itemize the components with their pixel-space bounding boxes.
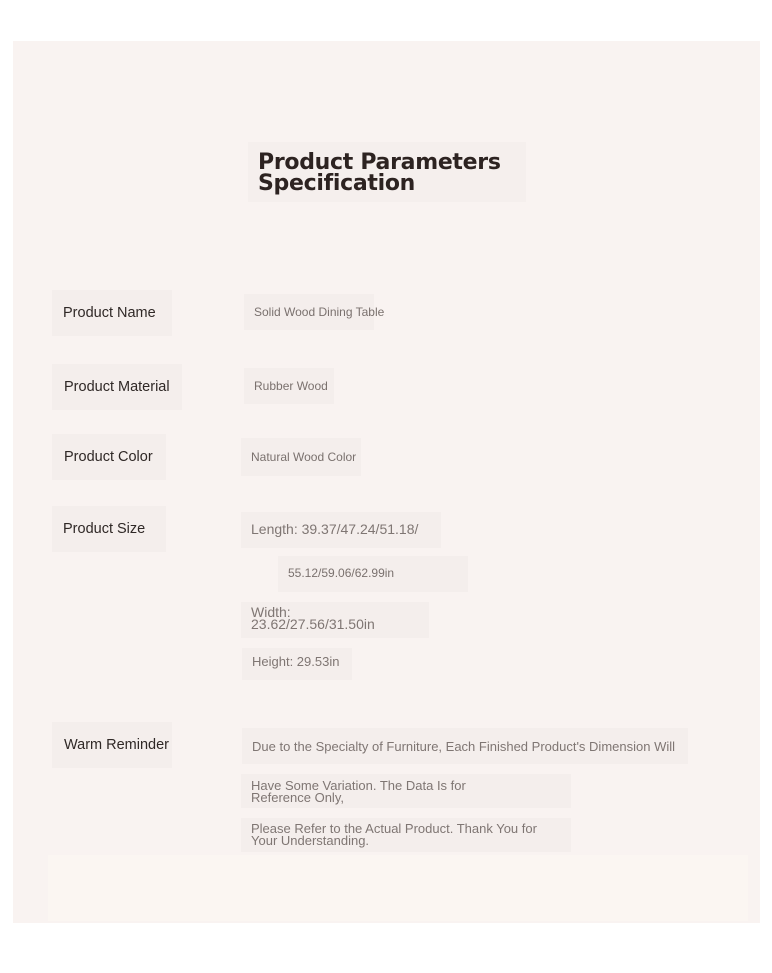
value-product-color: Natural Wood Color: [251, 450, 357, 464]
label-warm-reminder: Warm Reminder: [64, 737, 170, 753]
value-reminder-line3: Please Refer to the Actual Product. Thank You for Your Understanding.: [251, 821, 537, 848]
value-size-width: Width: 23.62/27.56/31.50in: [251, 604, 375, 632]
card-bottom-panel: [48, 855, 748, 921]
value-product-name: Solid Wood Dining Table: [254, 305, 385, 319]
value-size-length-line2: 55.12/59.06/62.99in: [288, 566, 395, 580]
value-reminder-line2: Have Some Variation. The Data Is for Reference Only,: [251, 778, 466, 805]
label-product-size: Product Size: [63, 521, 146, 537]
value-product-material: Rubber Wood: [254, 379, 328, 393]
label-product-color: Product Color: [64, 449, 153, 465]
page-title: Product Parameters Specification: [258, 150, 501, 196]
label-product-name: Product Name: [63, 305, 156, 321]
label-product-material: Product Material: [64, 379, 170, 395]
value-reminder-line1: Due to the Specialty of Furniture, Each Finished Product's Dimension Will: [252, 739, 676, 754]
value-size-height: Height: 29.53in: [252, 654, 340, 669]
value-size-length-line1: Length: 39.37/47.24/51.18/: [251, 521, 419, 537]
